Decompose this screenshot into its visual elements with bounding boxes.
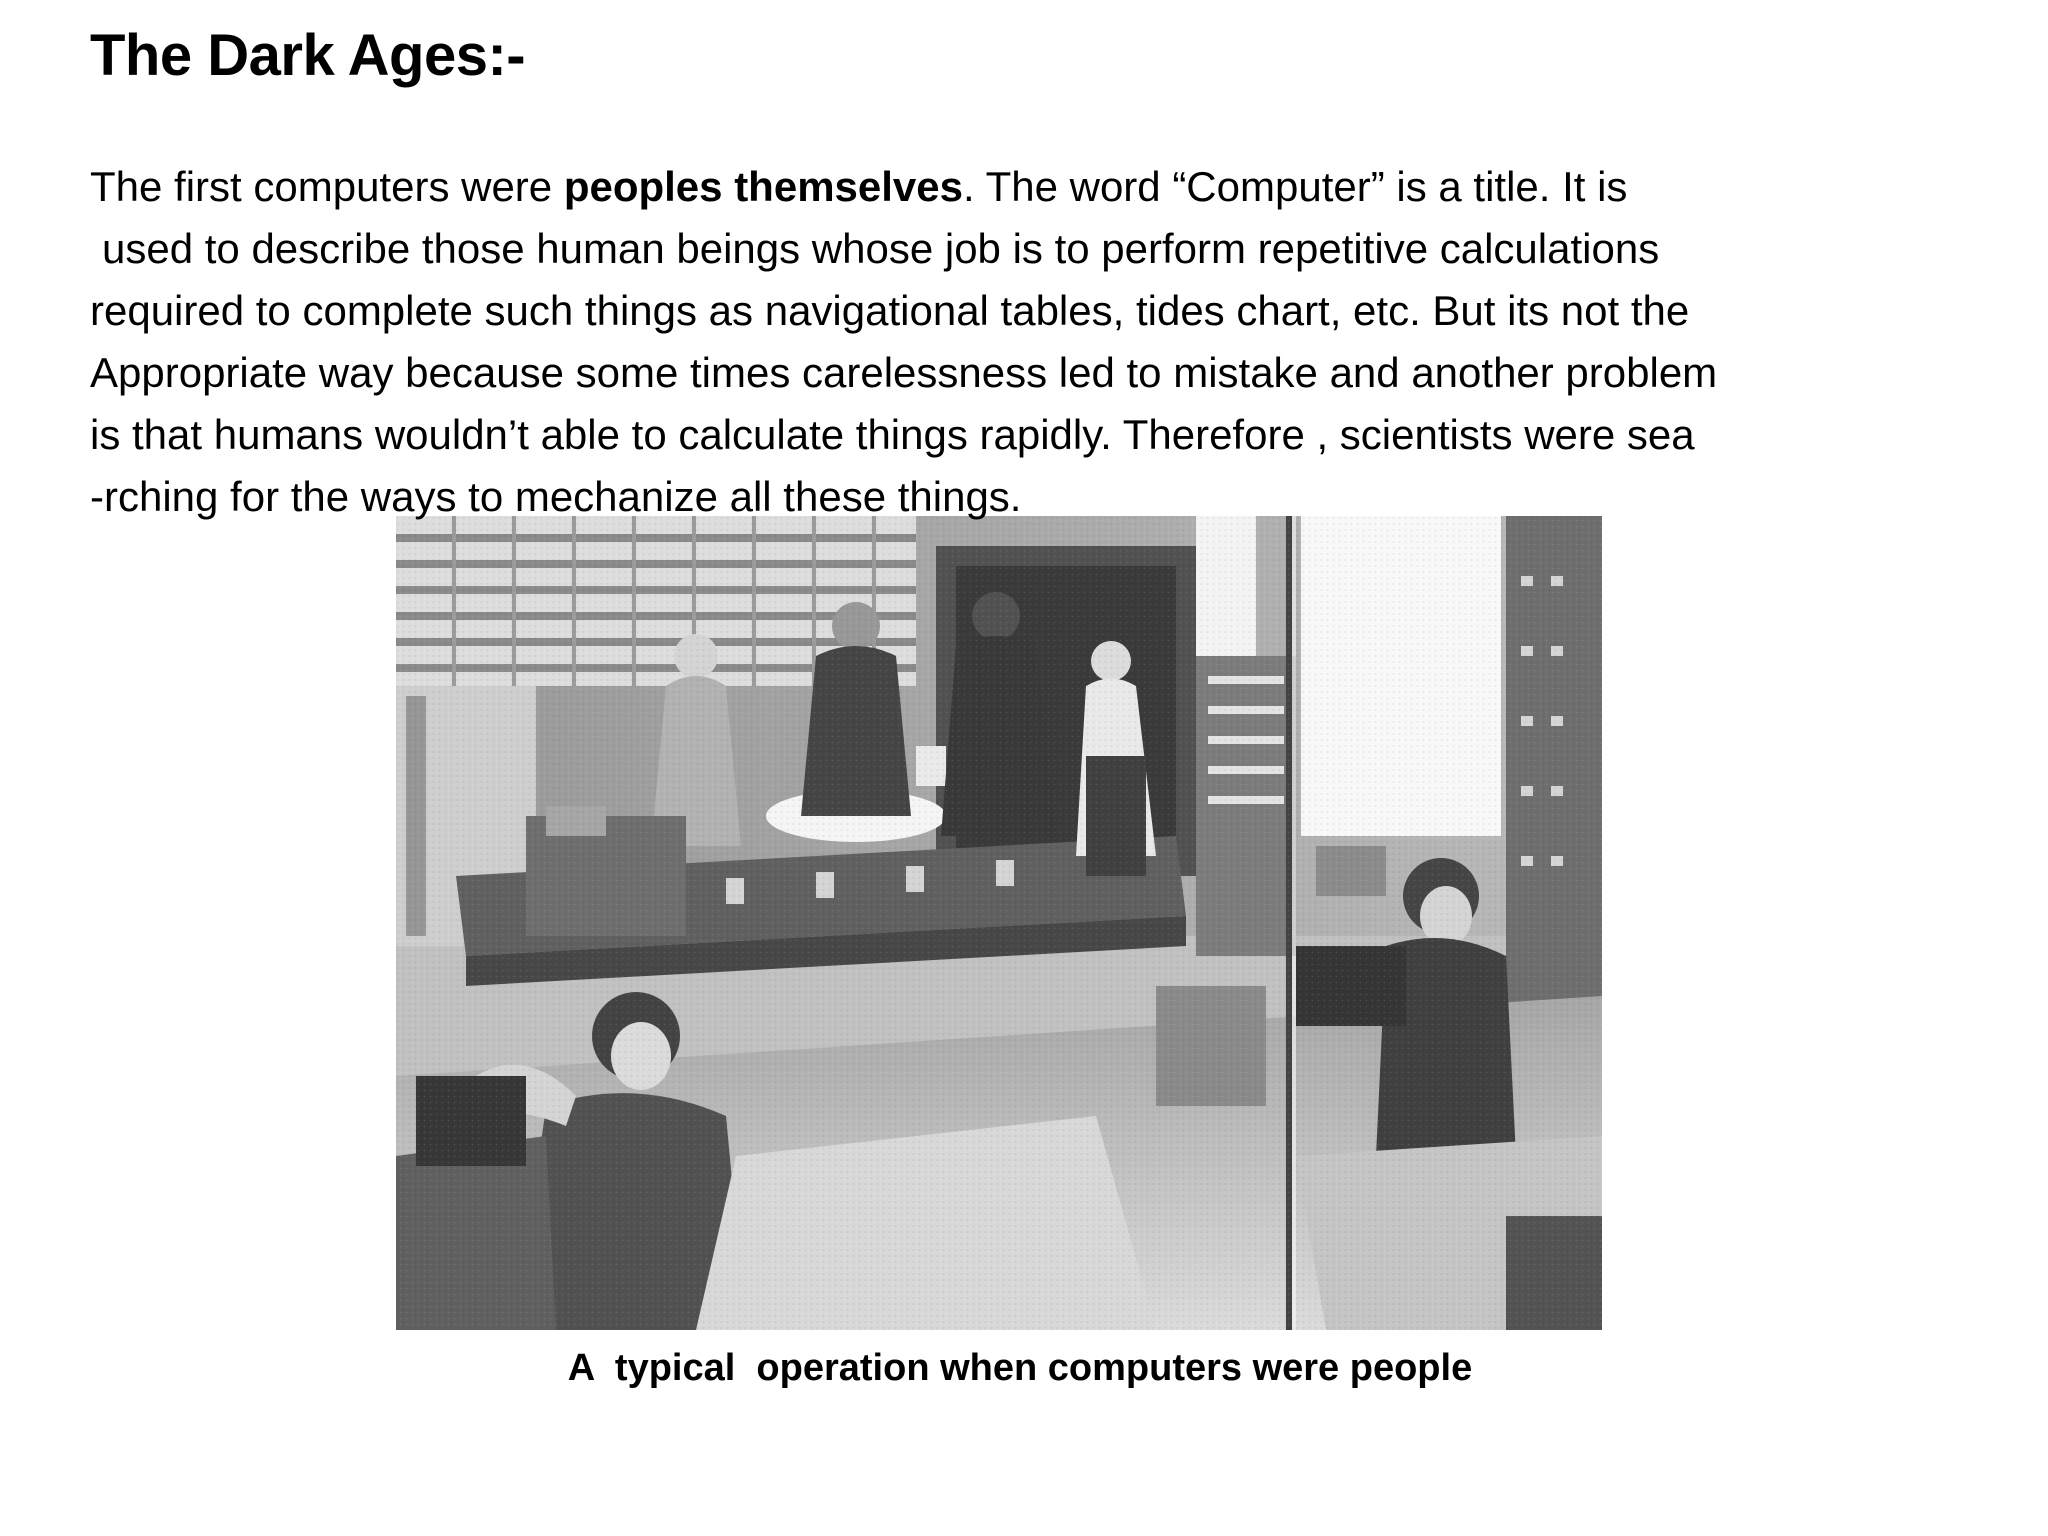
paragraph-line-5: is that humans wouldn’t able to calculate things rapidly. Therefore , scientists were sea xyxy=(90,411,1695,458)
historical-photo xyxy=(396,516,1602,1330)
paragraph-line-3: required to complete such things as navigational tables, tides chart, etc. But its not the xyxy=(90,287,1690,334)
paragraph-line-1-end: . The word “Computer” is a title. It is xyxy=(963,163,1628,210)
photo-caption: A typical operation when computers were people xyxy=(567,1347,1473,1389)
photo-illustration xyxy=(396,516,1602,1330)
paragraph-bold-phrase: peoples themselves xyxy=(563,163,963,210)
paragraph-line-4: Appropriate way because some times carelessness led to mistake and another problem xyxy=(90,349,1718,396)
body-paragraph xyxy=(90,156,1990,528)
paragraph-line-1 xyxy=(90,156,1990,218)
paragraph-line-2: used to describe those human beings whose job is to perform repetitive calculations xyxy=(102,225,1660,272)
slide-title: The Dark Ages:- xyxy=(90,23,526,88)
paragraph-line-6: -rching for the ways to mechanize all these things. xyxy=(90,473,1022,520)
paragraph-line-1-start: The first computers were xyxy=(90,163,564,210)
